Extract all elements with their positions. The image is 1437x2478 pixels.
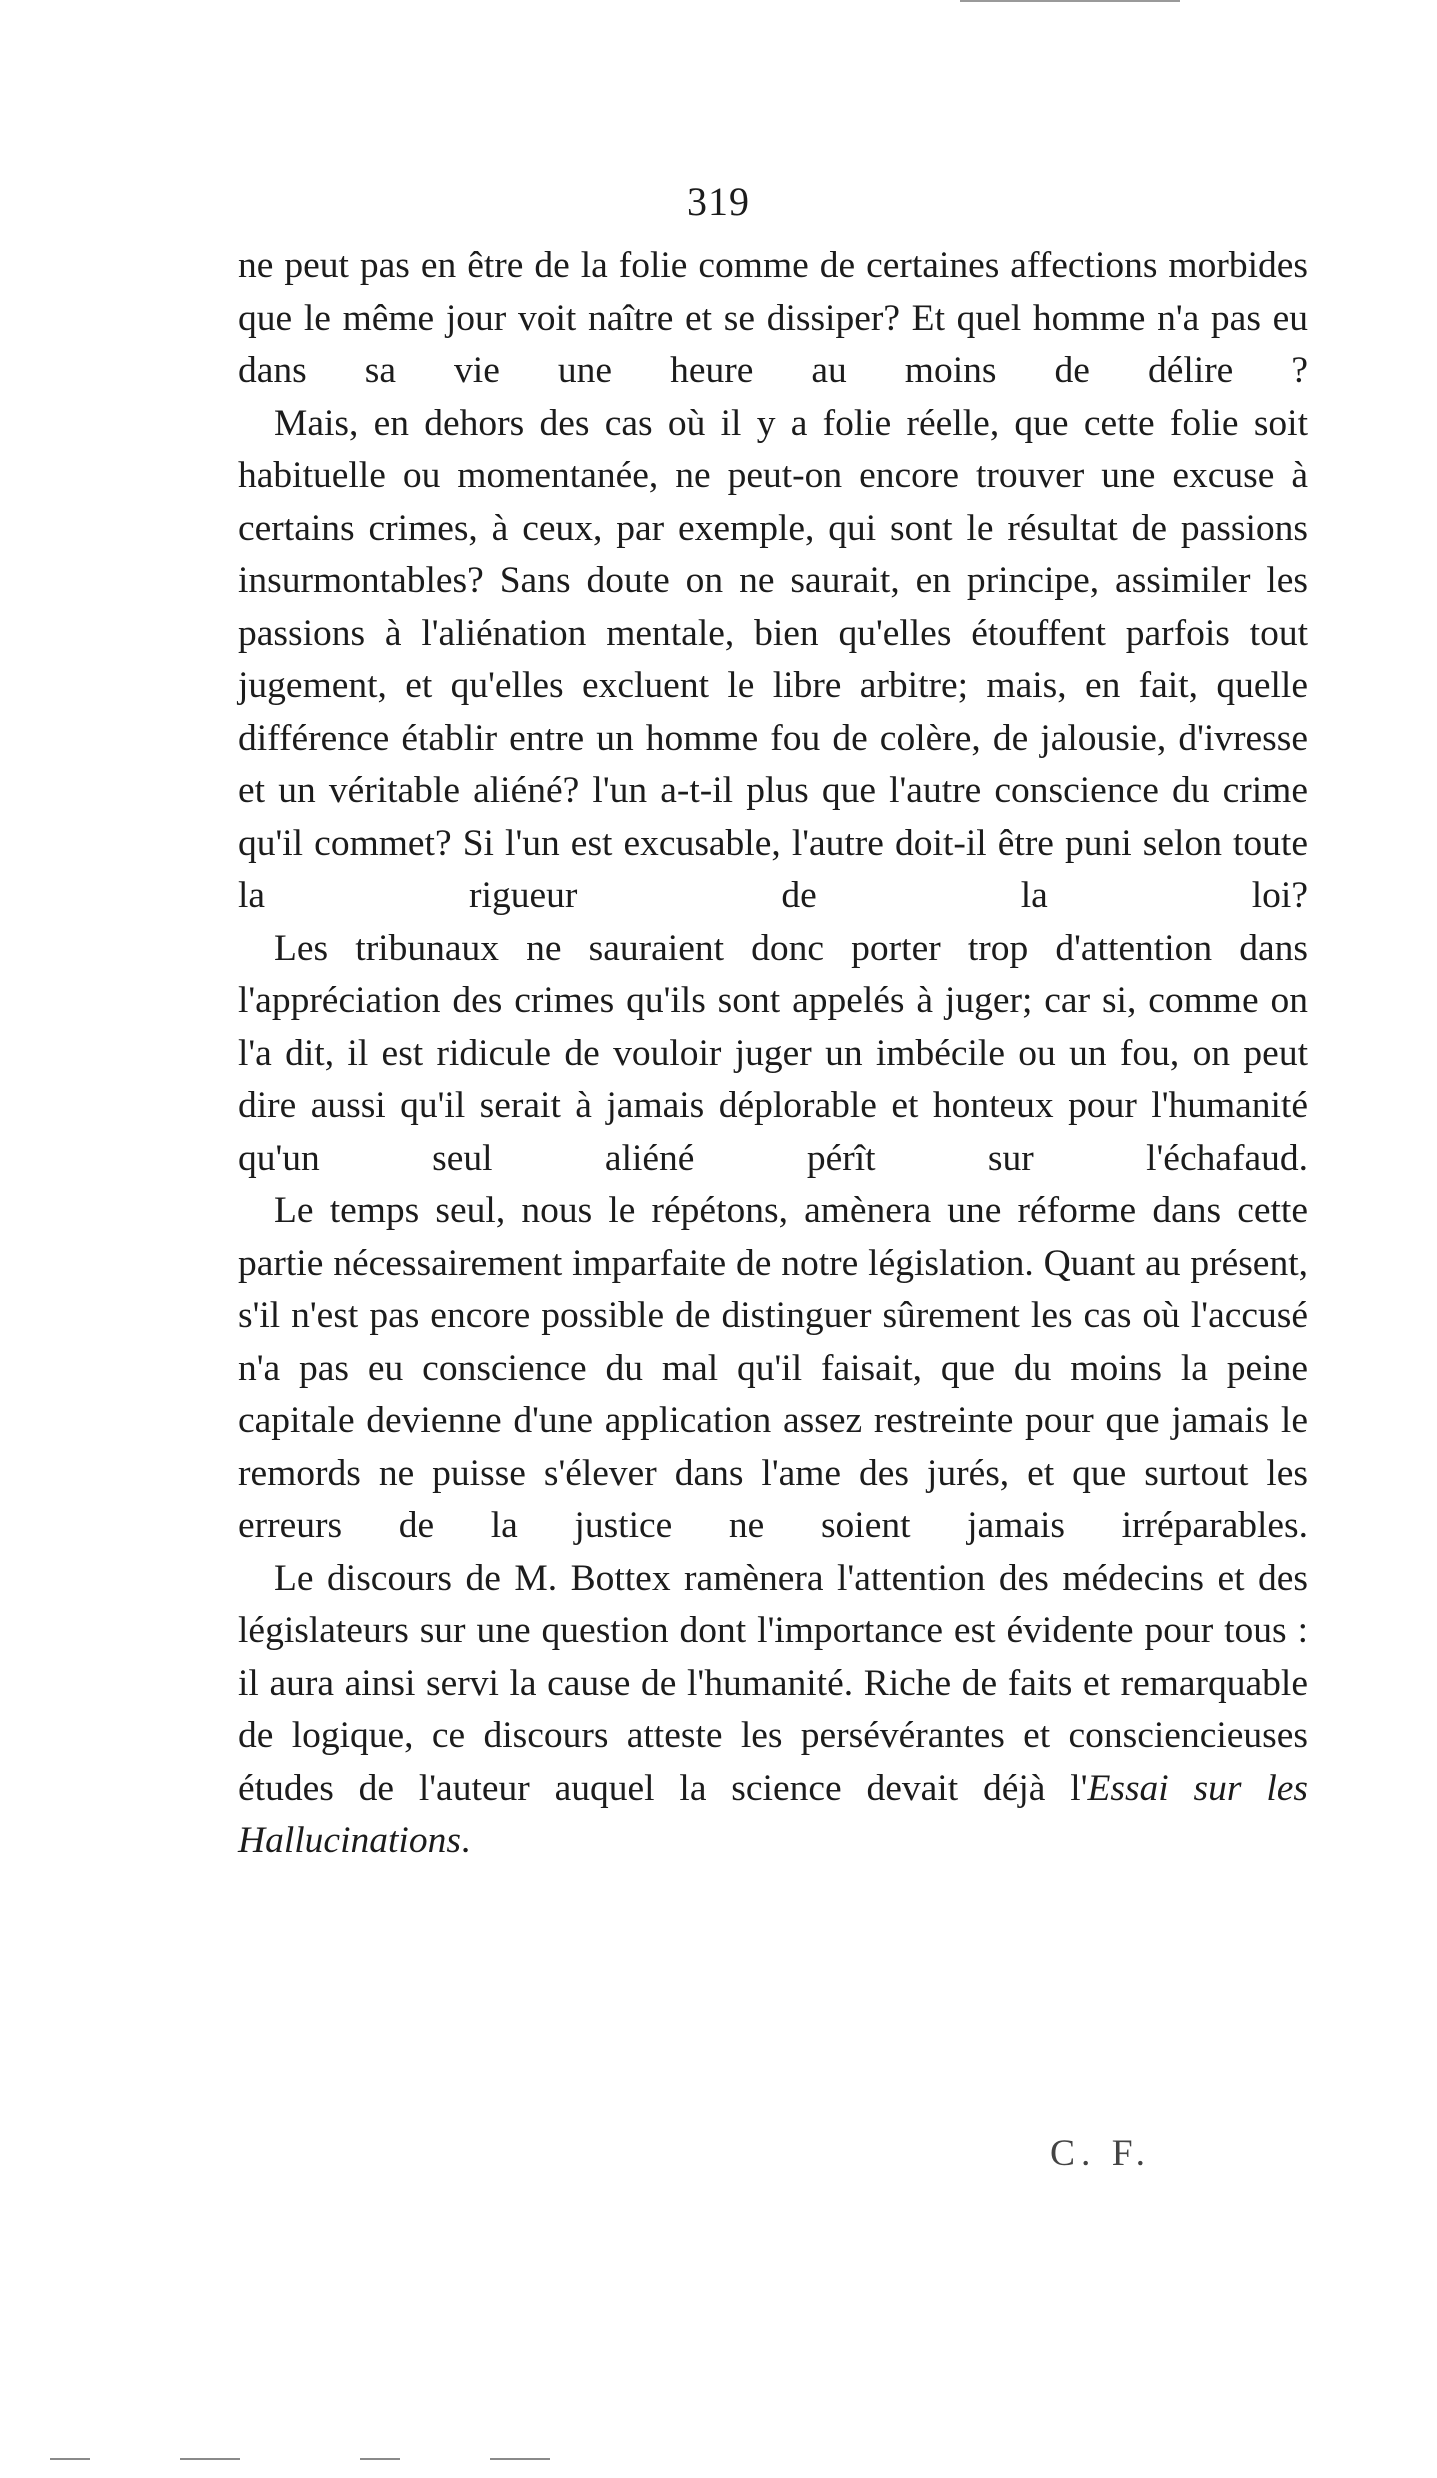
page-number: 319 (687, 179, 750, 224)
paragraph-2: Mais, en dehors des cas où il y a folie réelle, que cette folie soit habituelle ou momentanée, ne peut-on encore trouver une excuse à certains crimes, à ceux, par exemple, qui sont le résultat de passions insurmontables? Sans doute on ne saurait, en principe, assimiler les passions à l'aliénation mentale, bien qu'elles étouffent parfois tout jugement, et qu'elles excluent le libre arbitre; mais, en fait, quelle différence établir entre un homme fou de colère, de jalousie, d'ivresse et un véritable aliéné? l'un a-t-il plus que l'autre conscience du crime qu'il commet? Si l'un est excusable, l'autre doit-il être puni selon toute la rigueur de la loi? (238, 402, 1308, 916)
paragraph-5-text: Le discours de M. Bottex ramènera l'attention des médecins et des législateurs sur une question dont l'importance est évidente pour tous : il aura ainsi servi la cause de l'humanité. Riche de faits et remarquable de logique, ce discours atteste les persévérantes et consciencieuses études de l'auteur auquel la science devait déjà l' (238, 1557, 1308, 1809)
scan-edge-marks (50, 2458, 650, 2464)
signature-initials: C. F. (1050, 2133, 1151, 2174)
paragraph-3: Les tribunaux ne sauraient donc porter trop d'attention dans l'appréciation des crimes qu'ils sont appelés à juger; car si, comme on l'a dit, il est ridicule de vouloir juger un imbécile ou un fou, on peut dire aussi qu'il serait à jamais déplorable et honteux pour l'humanité qu'un seul aliéné pérît sur l'échafaud. (238, 927, 1308, 1179)
paragraph-5 (238, 1553, 1308, 1868)
paragraph-4: Le temps seul, nous le répétons, amènera une réforme dans cette partie nécessairement imparfaite de notre législation. Quant au présent, s'il n'est pas encore possible de distinguer sûrement les cas où l'accusé n'a pas eu conscience du mal qu'il faisait, que du moins la peine capitale devienne d'une application assez restreinte pour que jamais le remords ne puisse s'élever dans l'ame des jurés, et que surtout les erreurs de la justice ne soient jamais irréparables. (238, 1190, 1308, 1546)
scan-edge-line (960, 0, 1180, 2)
book-title: Essai sur les Hallucinations (238, 1767, 1308, 1861)
paragraph-1: ne peut pas en être de la folie comme de certaines affections morbides que le même jour voit naître et se dissiper? Et quel homme n'a pas eu dans sa vie une heure au moins de délire ? (238, 245, 1308, 391)
paragraph-5-end: . (460, 1820, 471, 1861)
body-text (238, 240, 1308, 1868)
